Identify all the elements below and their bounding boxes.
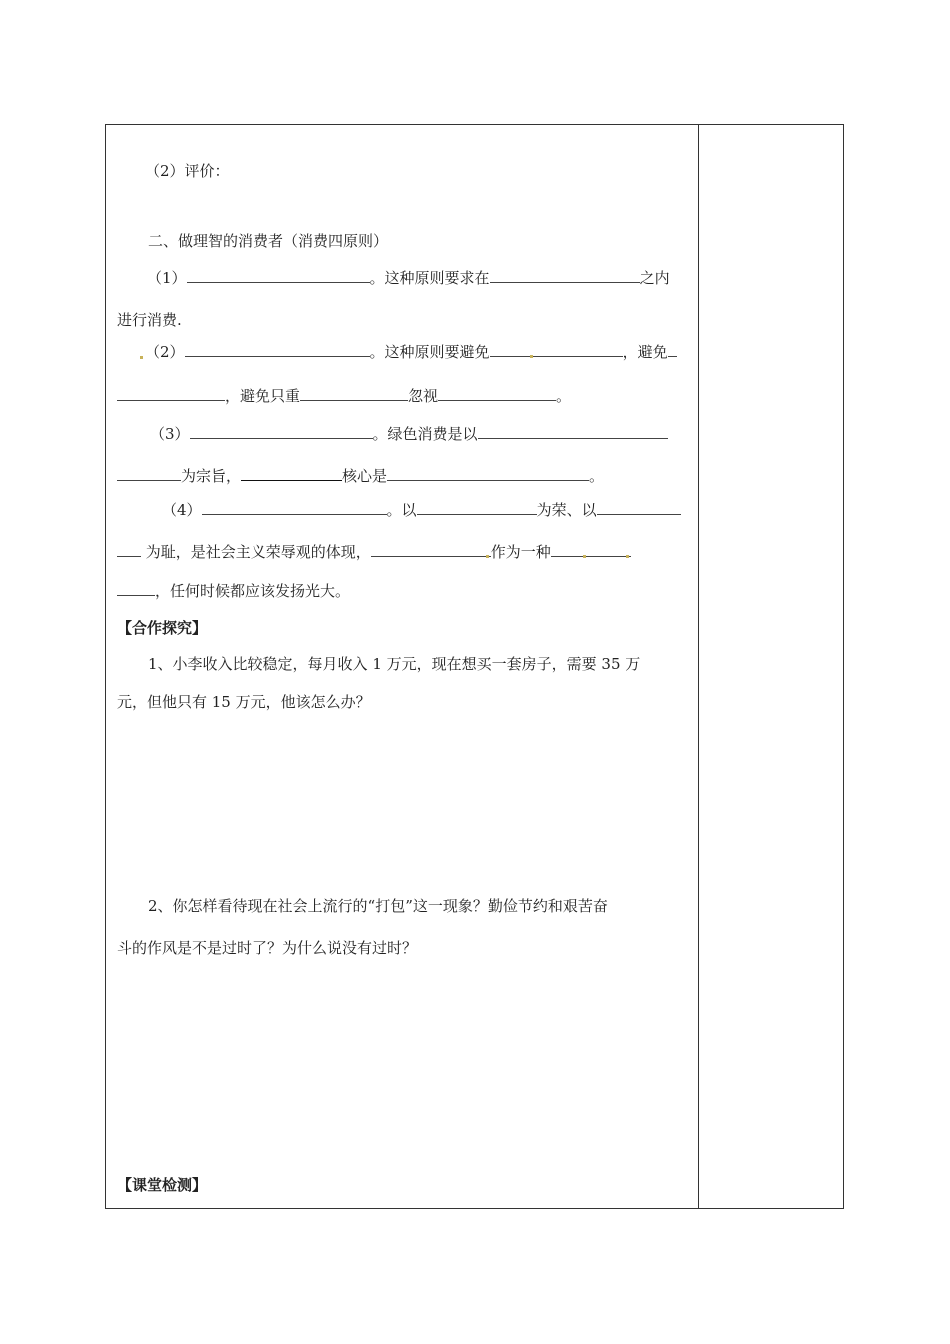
blank[interactable] (417, 499, 537, 515)
principle-2-continued (117, 385, 571, 406)
blank[interactable] (371, 541, 491, 557)
principle-4-text3: 为耻，是社会主义荣辱观的体现， (145, 543, 371, 561)
principle-1-continued: 进行消费. (117, 311, 182, 329)
blank[interactable] (478, 423, 668, 439)
principle-2-text3: ，避免只重 (225, 387, 301, 405)
principle-4-text4: 作为一种 (490, 543, 551, 561)
principle-2 (139, 341, 677, 362)
question-1-line-1: 1、小李收入比较稳定，每月收入 1 万元，现在想买一套房子，需要 35 万 (148, 655, 641, 673)
principle-3-text: 。绿色消费是以 (372, 425, 478, 443)
principle-4-continued (117, 541, 631, 562)
principle-3 (150, 423, 668, 444)
principle-4-text: 。以 (386, 501, 417, 519)
principle-1 (147, 267, 670, 288)
principle-3-text3: 核心是 (342, 467, 388, 485)
principle-4-number: （4） (162, 501, 202, 519)
question-2-line-1: 2、你怎样看待现在社会上流行的“打包”这一现象？勤俭节约和艰苦奋 (148, 897, 608, 915)
blank[interactable] (490, 341, 623, 357)
principle-4-end: ，任何时候都应该发扬光大。 (155, 582, 351, 600)
blank[interactable] (187, 267, 370, 283)
cooperation-heading: 【合作探究】 (117, 619, 208, 637)
column-divider (698, 124, 699, 1209)
blank[interactable] (117, 385, 225, 401)
blank[interactable] (202, 499, 387, 515)
principle-2-text: 。这种原则要避免 (369, 343, 490, 361)
principle-2-number: （2） (145, 343, 185, 361)
principle-4 (162, 499, 681, 520)
blank[interactable] (668, 341, 677, 357)
blank[interactable] (551, 541, 631, 557)
blank[interactable] (300, 385, 408, 401)
principle-1-number: （1） (147, 269, 187, 287)
classcheck-heading: 【课堂检测】 (117, 1176, 208, 1194)
principle-4-text2: 为荣、以 (536, 501, 597, 519)
question-1-line-2: 元，但他只有 15 万元，他该怎么办？ (117, 693, 371, 711)
principle-4-continued-2 (117, 580, 350, 601)
blank[interactable] (185, 341, 370, 357)
blank[interactable] (117, 465, 181, 481)
question-2-line-2: 斗的作风是不是过时了？为什么说没有过时？ (117, 939, 418, 957)
blank[interactable] (387, 465, 589, 481)
blank[interactable] (438, 385, 556, 401)
blank[interactable] (597, 499, 681, 515)
principle-2-end: 。 (556, 387, 572, 405)
evaluation-label: （2）评价： (145, 162, 230, 180)
blank[interactable] (117, 541, 141, 557)
principle-3-end: 。 (589, 467, 605, 485)
blank[interactable] (117, 580, 155, 596)
principle-3-number: （3） (150, 425, 190, 443)
blank[interactable] (241, 465, 342, 481)
principle-1-text: 。这种原则要求在 (369, 269, 490, 287)
principle-2-text2: ，避免 (622, 343, 668, 361)
principle-3-text2: 为宗旨， (181, 467, 242, 485)
principle-2-text4: 忽视 (408, 387, 439, 405)
section-heading: 二、做理智的消费者（消费四原则） (148, 232, 389, 250)
principle-3-continued (117, 465, 604, 486)
blank[interactable] (190, 423, 373, 439)
principle-1-end: 之内 (639, 269, 670, 287)
blank[interactable] (490, 267, 640, 283)
